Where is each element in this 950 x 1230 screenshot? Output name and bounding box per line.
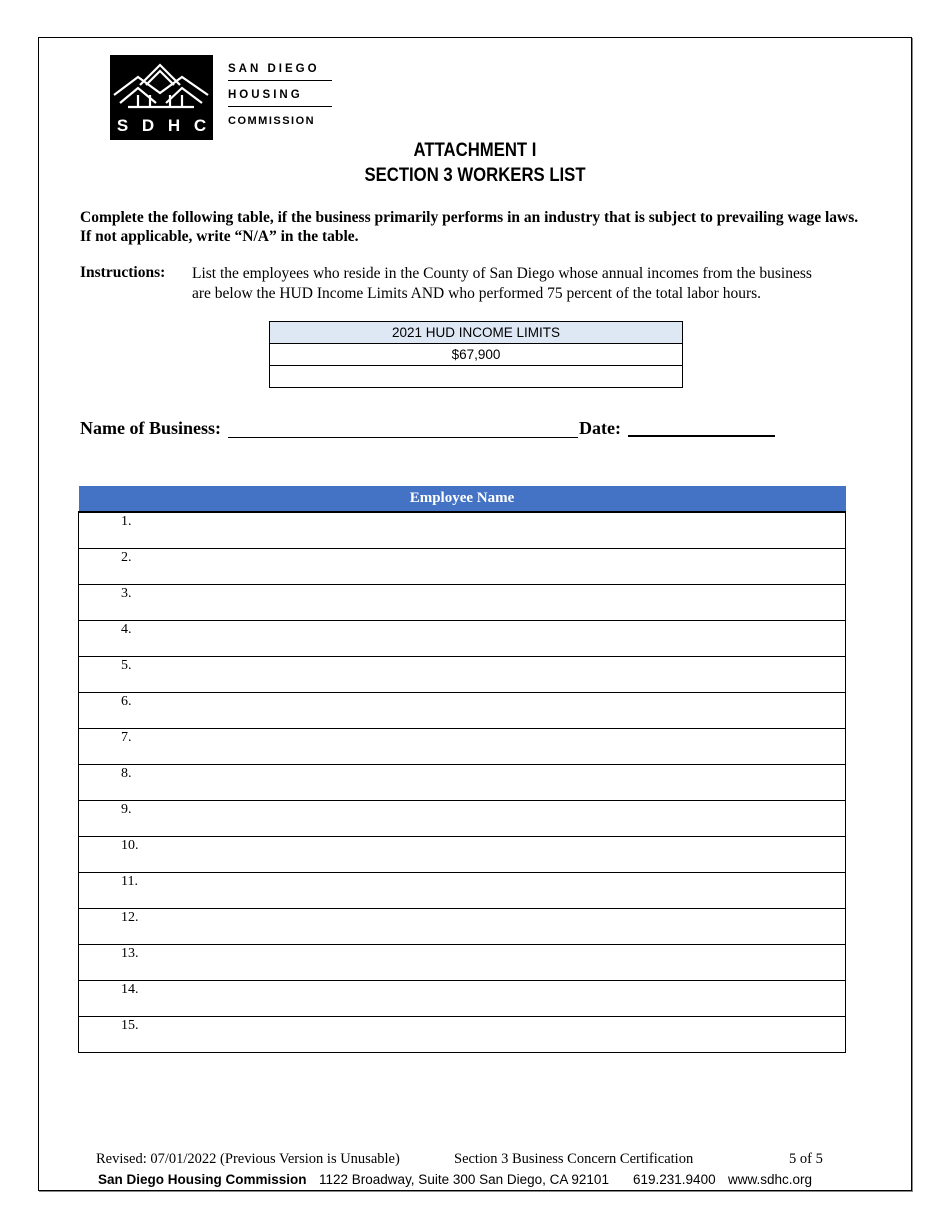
date-label: Date: — [579, 418, 621, 438]
table-row[interactable] — [79, 873, 846, 909]
instructions-label: Instructions: — [80, 264, 166, 281]
attachment-title: ATTACHMENT I — [413, 140, 537, 161]
row-number: 9. — [121, 802, 132, 817]
table-row[interactable] — [79, 729, 846, 765]
table-row[interactable] — [79, 657, 846, 693]
table-row[interactable] — [79, 801, 846, 837]
houses-icon — [110, 55, 213, 117]
row-number: 2. — [121, 550, 132, 565]
hud-table-header: 2021 HUD INCOME LIMITS — [270, 322, 682, 344]
row-number: 14. — [121, 982, 139, 997]
business-name-label: Name of Business: — [80, 418, 222, 438]
logo-letter: D — [141, 116, 155, 135]
page-number: 5 of 5 — [789, 1151, 823, 1167]
row-number: 4. — [121, 622, 132, 637]
employee-name-header: Employee Name — [79, 486, 846, 512]
table-row[interactable] — [79, 837, 846, 873]
logo-letter: S — [116, 116, 129, 135]
logo-letter: H — [167, 116, 181, 135]
table-row[interactable] — [79, 693, 846, 729]
intro-text: Complete the following table, if the business primarily performs in an industry that is subject to prevailing wage laws. If not applicable, write “N/A” in the table. — [80, 209, 859, 245]
hud-income-table — [269, 321, 683, 388]
section-note: Section 3 Business Concern Certification — [454, 1151, 694, 1167]
table-row[interactable] — [79, 765, 846, 801]
row-number: 6. — [121, 694, 132, 709]
logo-mark — [110, 55, 213, 140]
business-name-field[interactable] — [228, 437, 578, 438]
logo-letter: C — [193, 116, 207, 135]
row-number: 11. — [121, 874, 138, 889]
hud-income-value: $67,900 — [270, 344, 682, 366]
hud-empty-row[interactable] — [270, 366, 682, 387]
section-title: SECTION 3 WORKERS LIST — [364, 165, 586, 186]
row-number: 1. — [121, 514, 132, 529]
table-row[interactable] — [79, 909, 846, 945]
revised-note: Revised: 07/01/2022 (Previous Version is Unusable) — [96, 1151, 400, 1167]
row-number: 15. — [121, 1018, 139, 1033]
logo-wordmark — [228, 59, 332, 136]
table-row[interactable] — [79, 981, 846, 1017]
table-row[interactable] — [79, 512, 846, 549]
table-row[interactable] — [79, 621, 846, 657]
logo-word: SAN DIEGO — [228, 59, 332, 81]
employee-table — [78, 486, 846, 1053]
row-number: 8. — [121, 766, 132, 781]
footer-org: San Diego Housing Commission — [98, 1172, 307, 1187]
row-number: 7. — [121, 730, 132, 745]
sdhc-logo — [110, 55, 340, 141]
table-row[interactable] — [79, 945, 846, 981]
footer-phone: 619.231.9400 — [633, 1172, 716, 1187]
row-number: 10. — [121, 838, 139, 853]
footer-website[interactable]: www.sdhc.org — [728, 1172, 813, 1187]
logo-word: COMMISSION — [228, 115, 316, 127]
table-row[interactable] — [79, 585, 846, 621]
row-number: 13. — [121, 946, 139, 961]
table-row[interactable] — [79, 549, 846, 585]
row-number: 5. — [121, 658, 132, 673]
instructions-text: List the employees who reside in the County of San Diego whose annual incomes from the business are below the HUD Income Limits AND who performed 75 percent of the total labor hours. — [192, 265, 812, 302]
row-number: 3. — [121, 586, 132, 601]
row-number: 12. — [121, 910, 139, 925]
footer-address: 1122 Broadway, Suite 300 San Diego, CA 92101 — [319, 1172, 609, 1187]
table-row[interactable] — [79, 1017, 846, 1053]
date-field[interactable] — [628, 435, 775, 437]
logo-word: HOUSING — [228, 85, 332, 107]
